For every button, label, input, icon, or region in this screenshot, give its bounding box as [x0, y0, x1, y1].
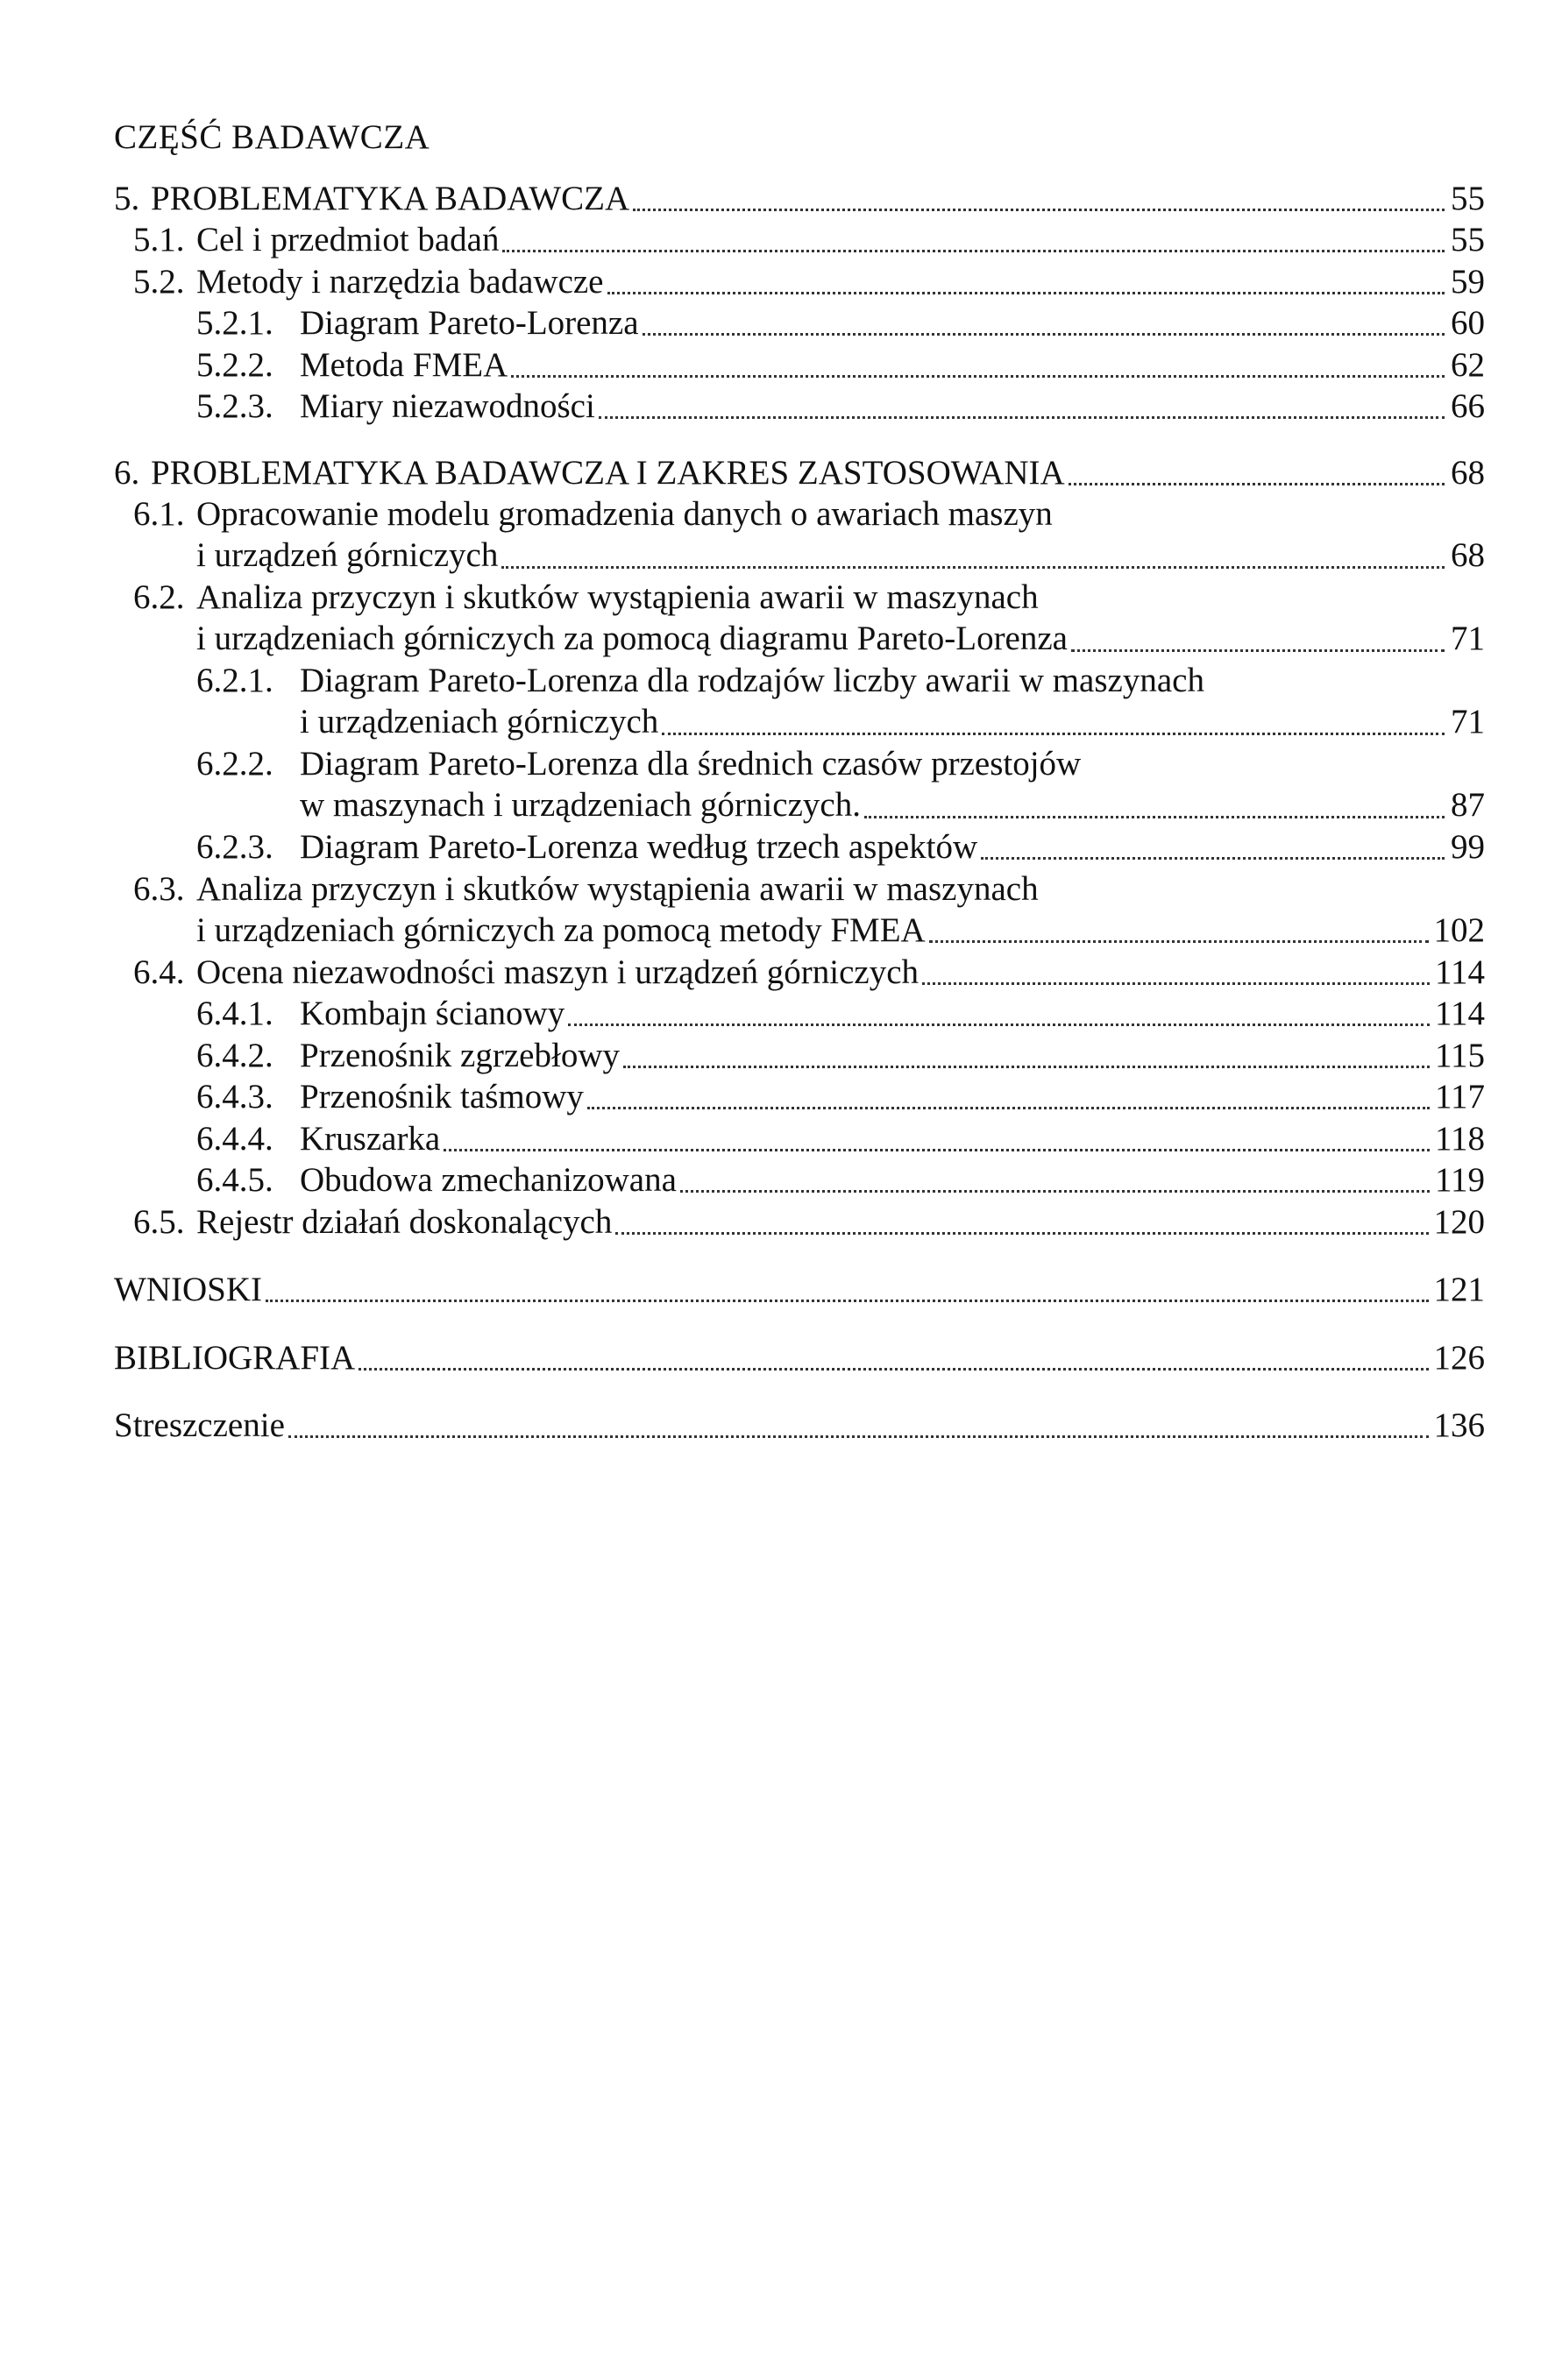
toc-title: i urządzeniach górniczych za pomocą diagramu Pareto-Lorenza: [196, 620, 1068, 657]
toc-title: i urządzeń górniczych: [196, 536, 499, 574]
toc-number: 6.5.: [133, 1202, 185, 1241]
toc-title: Obudowa zmechanizowana: [300, 1161, 677, 1199]
toc-number: 5.2.: [133, 262, 185, 301]
toc-entry-5-2[interactable]: [114, 260, 1485, 302]
dot-leader: [1069, 483, 1445, 485]
toc-title-line1: Diagram Pareto-Lorenza dla średnich czasów przestojów: [300, 745, 1082, 783]
toc-title: Rejestr działań doskonalących: [196, 1202, 613, 1241]
dot-leader: [266, 1300, 1429, 1302]
toc-entry-6-2-line1[interactable]: [114, 577, 1485, 619]
dot-leader: [288, 1435, 1429, 1438]
toc-page-number: 117: [1434, 1078, 1485, 1116]
toc-page-number: 99: [1451, 828, 1485, 866]
toc-entry-6-2-2[interactable]: [114, 784, 1485, 826]
toc-page-number: 126: [1433, 1338, 1485, 1377]
toc-title: Cel i przedmiot badań: [196, 221, 500, 259]
toc-number: 5.2.1.: [196, 304, 273, 342]
toc-title-line1: Analiza przyczyn i skutków wystąpienia awarii w maszynach: [196, 869, 1039, 908]
toc-number: 6.3.: [133, 869, 185, 908]
toc-number: 5.2.3.: [196, 387, 273, 425]
toc-page-number: 121: [1433, 1271, 1485, 1308]
toc-number: 6.2.2.: [196, 745, 273, 783]
dot-leader: [444, 1149, 1430, 1151]
toc-entry-6-2-3[interactable]: [114, 826, 1485, 868]
toc-page-number: 59: [1451, 262, 1485, 301]
toc-page-number: 87: [1451, 786, 1485, 824]
toc-page-number: 60: [1451, 304, 1485, 342]
toc-entry-6-4[interactable]: [114, 951, 1485, 993]
toc-title-line1: Analiza przyczyn i skutków wystąpienia awarii w maszynach: [196, 578, 1039, 616]
dot-leader: [680, 1190, 1430, 1193]
toc-page-number: 114: [1434, 953, 1485, 991]
dot-leader: [607, 292, 1445, 294]
toc-entry-streszczenie[interactable]: [114, 1405, 1485, 1447]
dot-leader: [633, 209, 1445, 211]
toc-title: w maszynach i urządzeniach górniczych.: [300, 786, 861, 824]
dot-leader: [568, 1024, 1430, 1026]
toc-entry-6-2-1-line1[interactable]: [114, 660, 1485, 702]
toc-page-number: 102: [1433, 910, 1485, 949]
toc-page-number: 118: [1434, 1119, 1485, 1158]
toc-page-number: 55: [1451, 179, 1485, 217]
toc-title-line1: Opracowanie modelu gromadzenia danych o awariach maszyn: [196, 495, 1053, 533]
toc-number: 6.4.3.: [196, 1078, 273, 1116]
dot-leader: [864, 816, 1445, 818]
toc-title: Ocena niezawodności maszyn i urządzeń górniczych: [196, 953, 920, 991]
toc-page-number: 136: [1433, 1406, 1485, 1444]
toc-title: Streszczenie: [114, 1406, 285, 1444]
toc-entry-6-3-line1[interactable]: [114, 868, 1485, 910]
dot-leader: [501, 566, 1445, 569]
toc-page-number: 71: [1451, 703, 1485, 740]
toc-number: 6.4.2.: [196, 1036, 273, 1074]
toc-page-number: 66: [1451, 387, 1485, 425]
toc-entry-5-2-2[interactable]: [114, 344, 1485, 386]
toc-number: 5.1.: [133, 221, 185, 259]
dot-leader: [587, 1107, 1430, 1109]
toc-entry-5-2-3[interactable]: [114, 386, 1485, 428]
part-title: CZĘŚĆ BADAWCZA: [114, 118, 430, 156]
dot-leader: [981, 857, 1445, 860]
dot-leader: [929, 940, 1429, 943]
toc-number: 6.2.: [133, 578, 185, 616]
toc-number: 6.1.: [133, 495, 185, 533]
toc-title: Diagram Pareto-Lorenza według trzech aspektów: [300, 828, 978, 866]
toc-title: Przenośnik zgrzebłowy: [300, 1036, 620, 1074]
dot-leader: [623, 1066, 1430, 1068]
dot-leader: [599, 416, 1445, 419]
toc-title: WNIOSKI: [114, 1271, 262, 1308]
dot-leader: [511, 375, 1445, 378]
toc-title: Metody i narzędzia badawcze: [196, 262, 604, 301]
dot-leader: [662, 733, 1445, 735]
toc-entry-6-1-line1[interactable]: [114, 493, 1485, 535]
toc-title: Kruszarka: [300, 1119, 441, 1158]
toc-page-number: 120: [1433, 1202, 1485, 1241]
toc-title: PROBLEMATYKA BADAWCZA I ZAKRES ZASTOSOWANIA: [151, 453, 1065, 492]
dot-leader: [359, 1368, 1428, 1371]
dot-leader: [643, 333, 1445, 336]
toc-title: Kombajn ścianowy: [300, 995, 565, 1032]
toc-number: 6.: [114, 453, 140, 492]
toc-entry-6-4-5[interactable]: [114, 1159, 1485, 1201]
toc-entry-bibliografia[interactable]: [114, 1336, 1485, 1378]
toc-number: 6.4.: [133, 953, 185, 991]
toc-entry-6-4-2[interactable]: [114, 1034, 1485, 1076]
toc-title: Przenośnik taśmowy: [300, 1078, 584, 1116]
toc-number: 6.4.1.: [196, 995, 273, 1032]
toc-entry-6-4-3[interactable]: [114, 1076, 1485, 1118]
table-of-contents: [114, 109, 1485, 1446]
toc-title: PROBLEMATYKA BADAWCZA: [151, 179, 630, 217]
toc-page-number: 55: [1451, 221, 1485, 259]
toc-page-number: 115: [1434, 1036, 1485, 1074]
toc-page-number: 68: [1451, 536, 1485, 574]
toc-entry-6-4-4[interactable]: [114, 1117, 1485, 1159]
toc-page-number: 119: [1434, 1161, 1485, 1199]
toc-page-number: 114: [1434, 995, 1485, 1032]
dot-leader: [922, 982, 1430, 985]
toc-number: 6.2.3.: [196, 828, 273, 866]
toc-page-number: 68: [1451, 453, 1485, 492]
toc-entry-6-4-1[interactable]: [114, 993, 1485, 1035]
toc-title: i urządzeniach górniczych: [300, 703, 659, 740]
toc-page-number: 62: [1451, 345, 1485, 384]
toc-entry-wnioski[interactable]: [114, 1269, 1485, 1311]
toc-title: Metoda FMEA: [300, 345, 508, 384]
toc-title: BIBLIOGRAFIA: [114, 1338, 356, 1377]
toc-entry-5-1[interactable]: [114, 219, 1485, 261]
toc-entry-6-2-1[interactable]: [114, 701, 1485, 743]
toc-entry-5[interactable]: [114, 177, 1485, 219]
dot-leader: [615, 1232, 1428, 1235]
toc-number: 6.4.4.: [196, 1119, 273, 1158]
toc-number: 5.2.2.: [196, 345, 273, 384]
toc-number: 5.: [114, 179, 140, 217]
toc-entry-6-2[interactable]: [114, 618, 1485, 660]
toc-title: Miary niezawodności: [300, 387, 595, 425]
dot-leader: [1071, 649, 1445, 652]
toc-entry-6-5[interactable]: [114, 1201, 1485, 1243]
toc-page-number: 71: [1451, 620, 1485, 657]
toc-entry-5-2-1[interactable]: [114, 302, 1485, 344]
toc-entry-6-3[interactable]: [114, 910, 1485, 952]
toc-entry-6-1[interactable]: [114, 535, 1485, 577]
toc-entry-6-2-2-line1[interactable]: [114, 743, 1485, 785]
toc-number: 6.4.5.: [196, 1161, 273, 1199]
toc-title: i urządzeniach górniczych za pomocą metody FMEA: [196, 910, 926, 949]
toc-title-line1: Diagram Pareto-Lorenza dla rodzajów liczby awarii w maszynach: [300, 662, 1204, 699]
toc-title: Diagram Pareto-Lorenza: [300, 304, 639, 342]
toc-entry-6[interactable]: [114, 451, 1485, 493]
toc-number: 6.2.1.: [196, 662, 273, 699]
dot-leader: [502, 250, 1445, 252]
